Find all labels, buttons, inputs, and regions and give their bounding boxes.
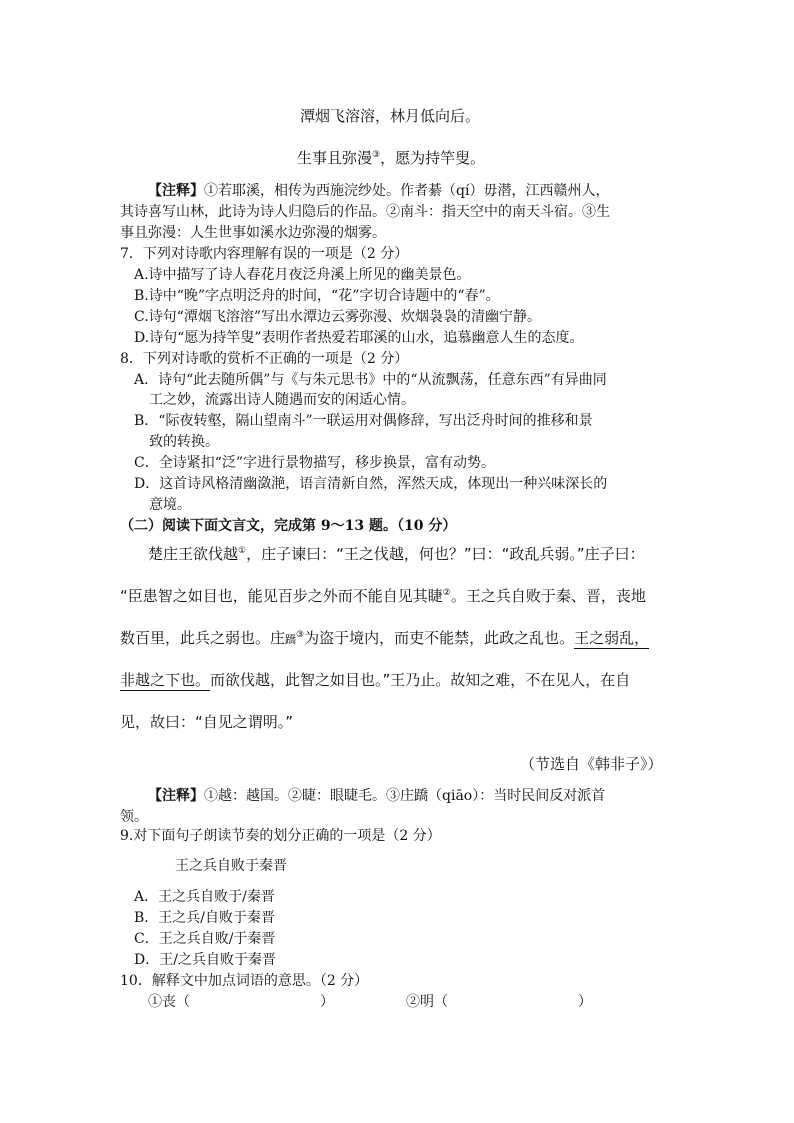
passage-line-4 (120, 670, 630, 690)
q10-stem: 10．解释文中加点词语的意思。（2 分） (120, 973, 369, 989)
q8-option-c: C．全诗紧扣“泛”字进行景物描写，移步换景，富有动势。 (134, 455, 496, 471)
q9-option-c: C．王之兵自败/于秦晋 (134, 931, 276, 947)
q7-option-b: B.诗中“晚”字点明泛舟的时间，“花”字切合诗题中的“春”。 (134, 288, 500, 304)
q9-option-b: B．王之兵/自败于秦晋 (134, 910, 276, 926)
footnote-marker: ② (442, 588, 451, 598)
poem-line-2-text-b: ，愿为持竿叟。 (380, 149, 486, 167)
note-1-label: 【注释】 (148, 183, 204, 199)
passage-line-1 (148, 544, 645, 564)
q7-stem: 7．下列对诗歌内容理解有误的一项是（2 分） (120, 246, 409, 262)
q10-item-1 (148, 992, 334, 1012)
q9-option-d: D．王/之兵自败于秦晋 (134, 952, 276, 968)
q8-option-b-line-2: 致的转换。 (149, 434, 219, 450)
passage-text: 。王之兵自败于秦、晋，丧地 (450, 587, 646, 605)
note-2-text-1: ①越：越国。②睫：眼睫毛。③庄蹻（qiāo）：当时民间反对派首 (204, 788, 606, 804)
passage-line-2 (120, 586, 646, 606)
q8-option-d-line-2: 意境。 (149, 497, 191, 513)
note-1-line-3: 事且弥漫：人生世事如溪水边弥漫的烟雾。 (120, 225, 386, 241)
q9-sentence: 王之兵自败于秦晋 (175, 858, 287, 874)
note-2-line-1 (148, 786, 605, 806)
passage-text: 而欲伐越，此智之如目也。”王乃止。故知之难，不在见人，在自 (210, 671, 631, 689)
q8-option-a-line-2: 工之妙，流露出诗人随遇而安的闲适心情。 (149, 392, 415, 408)
passage-source: （节选自《韩非子》） (520, 755, 663, 773)
note-1-text-1: ①若耶溪，相传为西施浣纱处。作者綦（qí）毋潜，江西赣州人， (204, 183, 610, 199)
poem-line-2-text-a: 生事且弥漫 (297, 149, 373, 167)
passage-text: 为盗于境内，而吏不能禁，此政之乱也。 (304, 629, 575, 647)
passage-text: 楚庄王欲伐越 (148, 545, 239, 563)
note-1-line-2: 其诗喜写山林，此诗为诗人归隐后的作品。②南斗：指天空中的南天斗宿。③生 (120, 204, 610, 220)
underlined-sentence: 非越之下也。 (120, 671, 211, 689)
q8-option-d-line-1: D．这首诗风格清幽潋滟，语言清新自然，浑然天成，体现出一种兴味深长的 (134, 476, 608, 492)
q7-option-c: C.诗句“潭烟飞溶溶”写出水潭边云雾弥漫、炊烟袅袅的清幽宁静。 (134, 309, 541, 325)
note-2-label: 【注释】 (148, 788, 204, 804)
q8-option-b-line-1: B．“际夜转壑，隔山望南斗”一联运用对偶修辞，写出泛舟时间的推移和景 (134, 413, 593, 429)
footnote-marker: ③ (372, 150, 381, 160)
passage-text: 数百里，此兵之弱也。庄 (120, 629, 286, 647)
q10-item-1-close: ） (320, 994, 334, 1010)
dotted-word: 蹻 (285, 633, 297, 646)
q8-option-a-line-1: A．诗句“此去随所偶”与《与朱元思书》中的“从流飘荡，任意东西”有异曲同 (134, 372, 607, 388)
q9-stem: 9.对下面句子朗读节奏的划分正确的一项是（2 分） (120, 828, 441, 844)
note-1-line-1 (148, 181, 609, 201)
note-2-line-2: 领。 (120, 809, 148, 825)
passage-line-5: 见，故曰：“自见之谓明。” (120, 713, 294, 731)
q10-item-2 (406, 992, 592, 1012)
q10-item-2-close: ） (578, 994, 592, 1010)
q9-option-a: A．王之兵自败于/秦晋 (134, 889, 275, 905)
footnote-marker: ③ (296, 630, 305, 640)
passage-line-3 (120, 628, 649, 650)
section-2-heading: （二）阅读下面文言文，完成第 9～13 题。（10 分） (120, 518, 457, 534)
underlined-sentence: 王之弱乱， (574, 629, 650, 647)
poem-line-1: 潭烟飞溶溶，林月低向后。 (300, 107, 481, 125)
q10-item-2-label: ②明（ (406, 994, 448, 1010)
q8-stem: 8．下列对诗歌的赏析不正确的一项是（2 分） (120, 351, 409, 367)
footnote-marker: ① (238, 546, 247, 556)
passage-text: “臣患智之如目也，能见百步之外而不能自见其睫 (120, 587, 443, 605)
q7-option-d: D.诗句“愿为持竿叟”表明作者热爱若耶溪的山水，追慕幽意人生的态度。 (134, 330, 584, 346)
poem-line-2 (297, 148, 485, 168)
passage-text: ，庄子谏曰：“王之伐越，何也？”曰：“政乱兵弱。”庄子曰： (246, 545, 645, 563)
q7-option-a: A.诗中描写了诗人春花月夜泛舟溪上所见的幽美景色。 (134, 267, 471, 283)
q10-item-1-label: ①丧（ (148, 994, 190, 1010)
